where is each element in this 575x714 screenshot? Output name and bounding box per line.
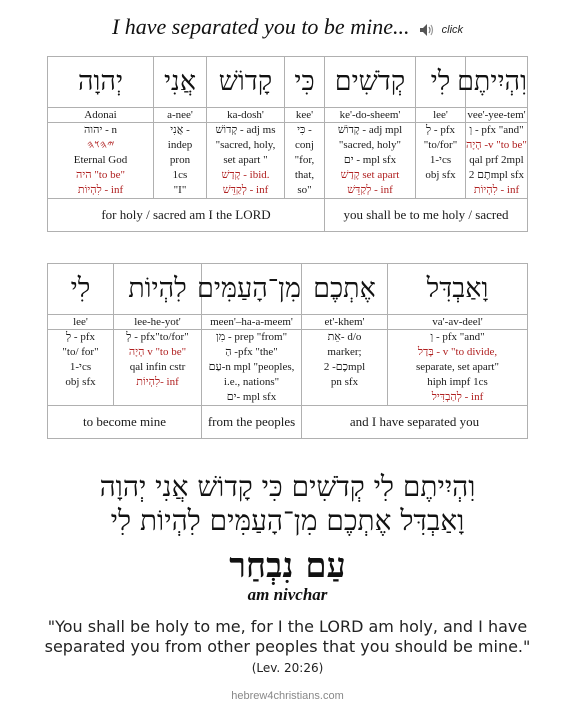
transliteration: Adonai [48,108,154,123]
grammar-line: לִהְיוֹת - inf [77,184,124,196]
grammar-line: לְ - pfx"to/for" [126,331,189,343]
grammar-line: obj sfx [425,169,456,181]
grammar-line: לְ - pfx [66,331,95,343]
verse-quote [40,617,535,678]
word-grid-1 [47,56,528,232]
logo-hebrew: עַם נִבְחַר [229,546,346,586]
grammar-cell [114,330,202,406]
grammar-cell [285,123,325,199]
footer-site[interactable]: hebrew4christians.com [231,690,344,702]
grammar-line: היה "to be" [76,169,125,181]
grammar-line: qal infin cstr [129,361,186,373]
phrase-row [48,199,528,232]
grammar-line: "to/ for" [62,346,99,358]
hebrew-word[interactable]: קְדֹשִׁים [325,57,416,108]
grammar-line: "for, [294,154,315,166]
grammar-cell [325,123,416,199]
grammar-line: qal prf 2mpl [469,154,524,166]
transliteration: kee' [285,108,325,123]
phrase-translation: for holy / sacred am I the LORD [48,199,325,232]
logo-subtitle: am nivchar [247,585,328,604]
grammar-line: הַ -pfx "the" [225,346,278,358]
hebrew-word[interactable]: לִהְיוֹת [114,264,202,315]
hebrew-word[interactable]: אֶתְכֶם [302,264,388,315]
verse-hebrew-line-2: וָאַבְדִּל אֶתְכֶם מִן־הָעַמִּים לִהְיוֹת לִי [110,504,465,537]
grammar-line: לְקַדֵּשׁ - inf [222,184,269,196]
grammar-cell [48,123,154,199]
word-grid-2 [47,263,528,439]
phrase-row [48,406,528,439]
grammar-line: "sacred, holy, [215,139,276,151]
hebrew-row [48,57,528,108]
grammar-line: ים - mpl sfx [343,154,397,166]
grammar-line: conj [295,139,314,151]
phrase-translation: you shall be to me holy / sacred [325,199,528,232]
grammar-line: pron [169,154,191,166]
grammar-cell [207,123,285,199]
grammar-cell [202,330,302,406]
grammar-line: ים- mpl sfx [226,391,277,403]
grammar-line: מִן - prep "from" [215,331,288,343]
grammar-line: marker; [327,346,362,358]
click-link[interactable]: click [441,23,464,36]
grammar-line: לִהְיוֹת - inf [473,184,520,196]
grammar-line: pn sfx [330,376,359,388]
transliteration: ka-dosh' [207,108,285,123]
speaker-icon[interactable] [419,23,435,37]
grammar-cell [154,123,207,199]
grammar-line: לְהַבְדִּיל - inf [431,391,484,403]
grammar-line: לְקַדֵּשׁ - inf [347,184,393,196]
grammar-line: אֵת- d/o [327,331,362,343]
grammar-line: י-1cs [429,154,452,166]
grammar-line: יהוה - n [83,124,118,136]
transliteration-row [48,315,528,330]
grammar-line: לְ - pfx [426,124,455,136]
hebrew-word[interactable]: מִן־הָעַמִּים [202,264,302,315]
grammar-line: 1cs [172,169,188,181]
grammar-cell [388,330,528,406]
grammar-line: hiph impf 1cs [427,376,488,388]
grammar-line: קָדוֹשׁ - adj mpl [337,124,403,136]
grammar-line: תֶם 2mpl sfx [468,169,525,181]
grammar-line: indep [167,139,193,151]
grammar-line: הָיָה v "to be" [128,346,187,358]
transliteration: et'-khem' [302,315,388,330]
transliteration: lee-he-yot' [114,315,202,330]
grammar-line: set apart " [223,154,268,166]
grammar-line: הָיָה -v "to be" [466,139,527,151]
phrase-translation: and I have separated you [302,406,528,439]
grammar-line: separate, set apart" [416,361,499,373]
grammar-line: אֲנִי - [170,124,190,136]
grammar-line: קָדוֹשׁ - adj ms [215,124,276,136]
grammar-line: כֶם- 2mpl [323,361,366,373]
grammar-line: כִּי - [297,124,312,136]
grammar-line: Eternal God [73,154,128,166]
page-title: I have separated you to be mine... [111,14,410,39]
grammar-line: וְ - pfx "and" [430,331,485,343]
hebrew-word[interactable]: לִי [416,57,466,108]
grammar-line: 𐤉𐤄𐤅𐤄 [86,139,115,151]
grammar-line: "I" [173,184,187,196]
phrase-translation: from the peoples [202,406,302,439]
transliteration: va'-av-deel' [388,315,528,330]
grammar-line: that, [294,169,315,181]
hebrew-word[interactable]: וִהְיִיתֶם [466,57,528,108]
hebrew-word[interactable]: כִּי [285,57,325,108]
hebrew-word[interactable]: וָאַבְדִּל [388,264,528,315]
grammar-line: קָדַשׁ - ibid. [221,169,270,181]
transliteration: vee'-yee-tem' [467,109,526,121]
transliteration: lee' [48,315,114,330]
grammar-row [48,330,528,406]
grammar-line: לִהְיוֹת- inf [136,376,179,388]
grammar-cell [48,330,114,406]
grammar-line: י-1cs [69,361,92,373]
grammar-line: obj sfx [65,376,96,388]
grammar-line: בָּדַל - v "to divide, [417,346,498,358]
transliteration: a-nee' [154,108,207,123]
transliteration: meen'–ha-a-meem' [202,315,302,330]
verse-hebrew-line-1: וִהְיִיתֶם לִי קְדֹשִׁים כִּי קָדוֹשׁ אֲנִי יְהוָה [99,470,476,503]
grammar-cell [466,123,528,199]
grammar-line: so" [297,184,312,196]
title-row [0,14,575,40]
grammar-line: "sacred, holy" [338,139,402,151]
hebrew-word[interactable]: קָדוֹשׁ [207,57,285,108]
transliteration: lee' [416,108,466,123]
quote-text: "You shall be holy to me, for I the LORD am holy, and I have separated you from other peoples that you should be mine." [44,617,531,656]
hebrew-row [48,264,528,315]
transliteration: ke'-do-sheem' [325,108,416,123]
grammar-row [48,123,528,199]
grammar-line: i.e., nations" [223,376,280,388]
transliteration-row [48,108,528,123]
hebrew-word[interactable]: לִי [48,264,114,315]
quote-reference: (Lev. 20:26) [251,661,324,675]
phrase-translation: to become mine [48,406,202,439]
grammar-cell [302,330,388,406]
hebrew-word[interactable]: יְהוָה [48,57,154,108]
grammar-cell [416,123,466,199]
hebrew-word[interactable]: אֲנִי [154,57,207,108]
grammar-line: וְ - pfx "and" [469,124,524,136]
grammar-line: קָדַשׁ set apart [340,169,400,181]
grammar-line: "to/for" [423,139,458,151]
grammar-line: עַם-n mpl "peoples, [208,361,295,373]
